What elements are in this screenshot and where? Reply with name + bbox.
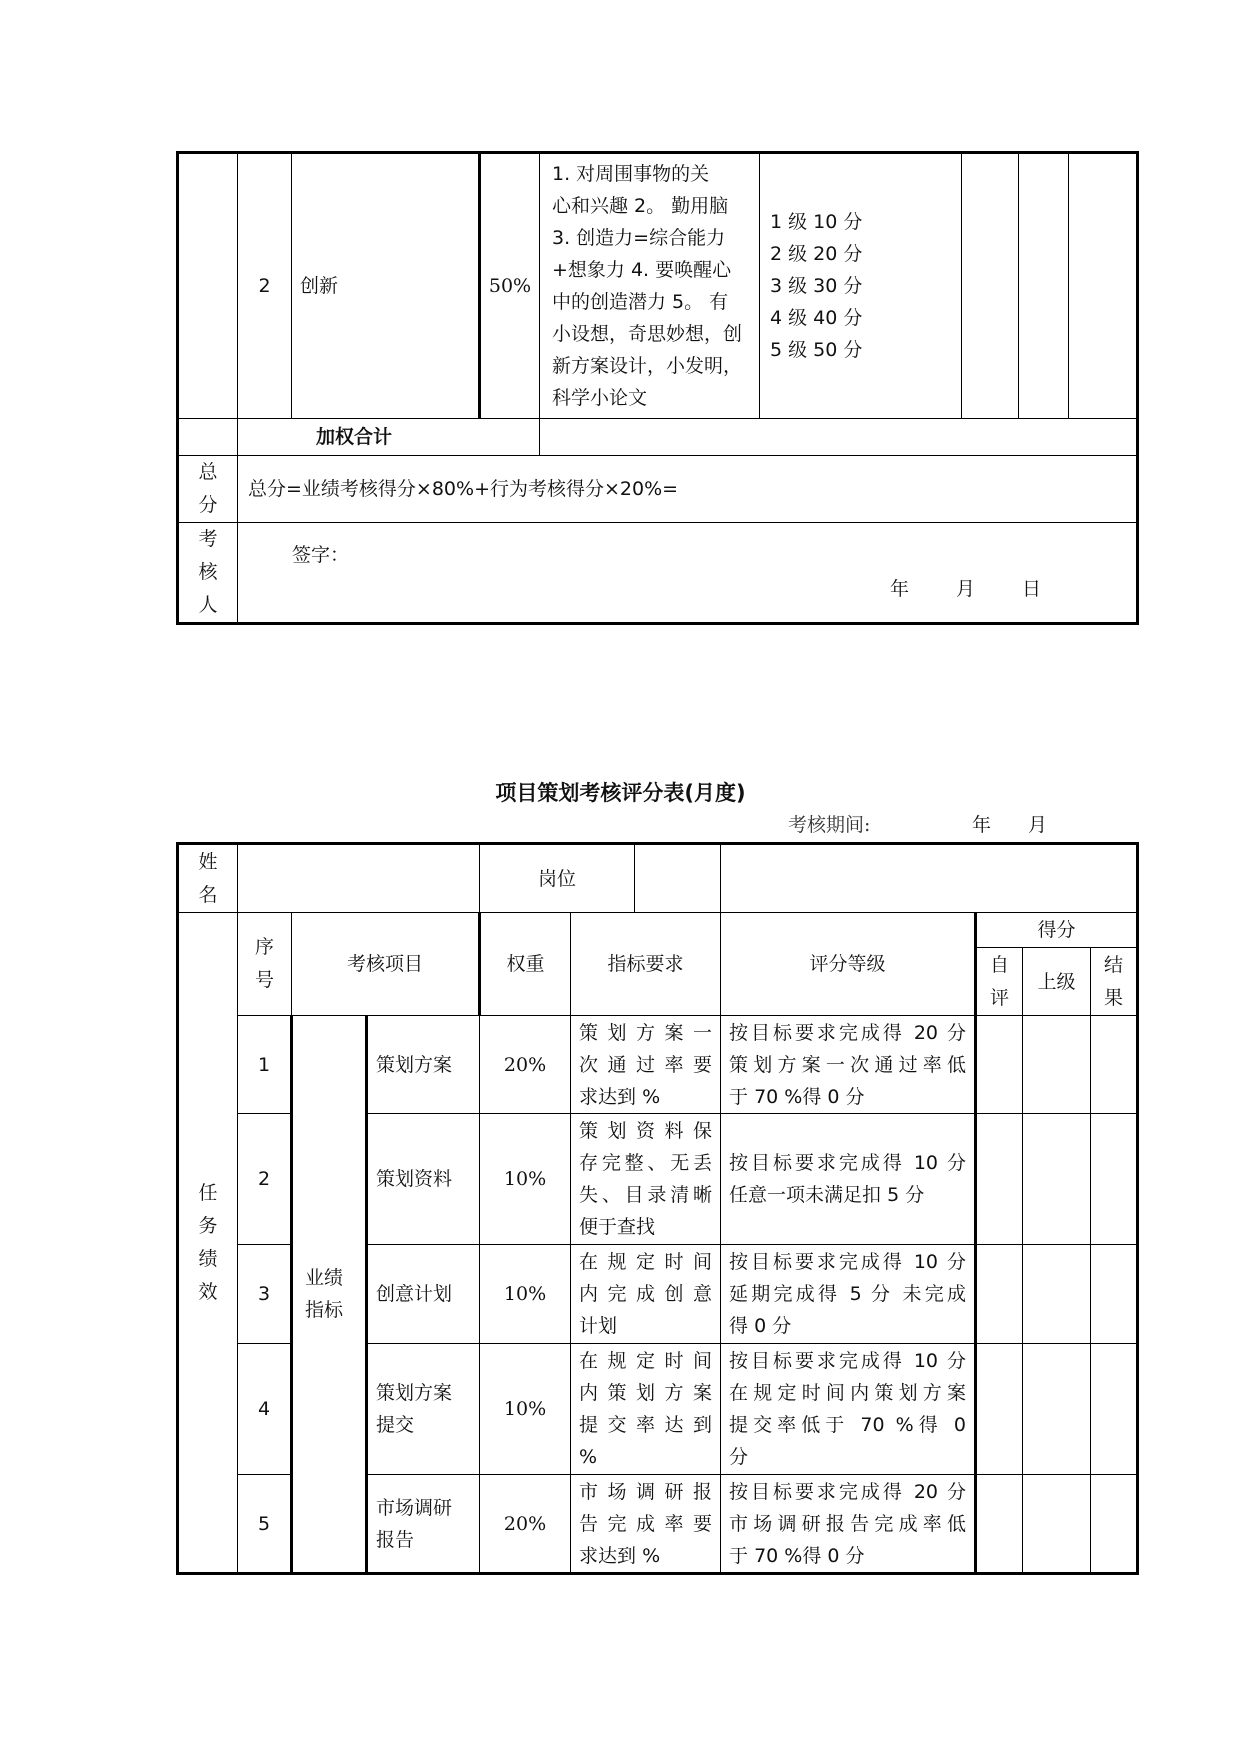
row-seq: 2	[238, 1114, 292, 1245]
row-grade: 按目标要求完成得 10 分 延期完成得 5 分 未完成 得 0 分	[721, 1245, 976, 1344]
header-superior: 上级	[1023, 948, 1091, 1016]
row-weight: 20%	[480, 1475, 571, 1574]
score-self-cell[interactable]	[976, 1475, 1023, 1574]
score-result-cell	[1069, 153, 1138, 419]
row-seq: 2	[238, 153, 292, 419]
score-result-cell[interactable]	[1091, 1245, 1138, 1344]
weighted-total-label: 加权合计	[238, 419, 540, 456]
row-requirement: 策划资料保 存完整、无丢 失、目录清晰 便于查找	[571, 1114, 721, 1245]
category-cell: 业绩 指标	[292, 1016, 367, 1574]
row-requirement: 1. 对周围事物的关 心和兴趣 2。 勤用脑 3. 创造力=综合能力 +想象力 4. 要唤醒心 中的创造潜力 5。 有 小设想，奇思妙想，创 新方案设计，小发明， 科学小论文	[540, 153, 760, 419]
row-grade: 按目标要求完成得 20 分 策划方案一次通过率低 于 70 %得 0 分	[721, 1016, 976, 1114]
score-self-cell[interactable]	[976, 1245, 1023, 1344]
row-grade: 1 级 10 分 2 级 20 分 3 级 30 分 4 级 40 分 5 级 50 分	[760, 153, 962, 419]
header-score: 得分	[976, 913, 1138, 948]
row-weight: 10%	[480, 1114, 571, 1245]
name-label: 姓 名	[178, 844, 238, 913]
score-superior-cell[interactable]	[1023, 1344, 1091, 1475]
row-requirement: 在规定时间 内完成创意 计划	[571, 1245, 721, 1344]
header-result: 结 果	[1091, 948, 1138, 1016]
row-weight: 20%	[480, 1016, 571, 1114]
row-weight: 10%	[480, 1245, 571, 1344]
header-self: 自 评	[976, 948, 1023, 1016]
header-item: 考核项目	[292, 913, 480, 1016]
score-superior-cell	[1019, 153, 1069, 419]
score-self-cell[interactable]	[976, 1344, 1023, 1475]
score-result-cell[interactable]	[1091, 1114, 1138, 1245]
score-self-cell	[962, 153, 1019, 419]
score-self-cell[interactable]	[976, 1114, 1023, 1245]
blank-section-cell	[178, 153, 238, 419]
row-grade: 按目标要求完成得 10 分 任意一项未满足扣 5 分	[721, 1114, 976, 1245]
row-requirement: 在规定时间 内策划方案 提交率达到 %	[571, 1344, 721, 1475]
row-seq: 5	[238, 1475, 292, 1574]
blank-section-cell	[178, 419, 238, 456]
row-requirement: 策划方案一 次通过率要 求达到 %	[571, 1016, 721, 1114]
row-item: 策划方案 提交	[367, 1344, 480, 1475]
top-table	[176, 151, 1139, 625]
row-item: 市场调研 报告	[367, 1475, 480, 1574]
position-label-cell	[480, 844, 721, 913]
score-superior-cell[interactable]	[1023, 1245, 1091, 1344]
form-title: 项目策划考核评分表(月度)	[495, 781, 746, 805]
row-grade: 按目标要求完成得 20 分 市场调研报告完成率低 于 70 %得 0 分	[721, 1475, 976, 1574]
assessor-label: 考 核 人	[178, 523, 238, 624]
row-item: 创意计划	[367, 1245, 480, 1344]
table-row	[178, 1016, 1138, 1114]
score-self-cell[interactable]	[976, 1016, 1023, 1114]
row-seq: 1	[238, 1016, 292, 1114]
row-seq: 3	[238, 1245, 292, 1344]
score-superior-cell[interactable]	[1023, 1114, 1091, 1245]
header-grade: 评分等级	[721, 913, 976, 1016]
header-weight: 权重	[480, 913, 571, 1016]
score-superior-cell[interactable]	[1023, 1016, 1091, 1114]
row-weight: 50%	[480, 153, 540, 419]
weighted-total-value	[540, 419, 1138, 456]
header-seq: 序 号	[238, 913, 292, 1016]
row-item: 策划资料	[367, 1114, 480, 1245]
period-year: 年	[972, 814, 992, 836]
period-label: 考核期间:	[788, 814, 871, 836]
period-month: 月	[1028, 814, 1048, 836]
score-result-cell[interactable]	[1091, 1344, 1138, 1475]
score-table	[176, 842, 1139, 1575]
assessor-signature-cell	[238, 523, 1138, 624]
row-grade: 按目标要求完成得 10 分 在规定时间内策划方案 提交率低于 70 %得 0 分	[721, 1344, 976, 1475]
row-requirement: 市场调研报 告完成率要 求达到 %	[571, 1475, 721, 1574]
signature-label: 签字：	[292, 544, 350, 566]
row-item: 策划方案	[367, 1016, 480, 1114]
section-label: 任 务 绩 效	[178, 913, 238, 1574]
total-formula: 总分=业绩考核得分×80%+行为考核得分×20%=	[238, 456, 1138, 523]
row-weight: 10%	[480, 1344, 571, 1475]
name-field[interactable]	[238, 844, 480, 913]
row-seq: 4	[238, 1344, 292, 1475]
position-label: 岗位	[480, 845, 635, 912]
total-label: 总 分	[178, 456, 238, 523]
position-field[interactable]	[721, 844, 1138, 913]
row-item: 创新	[292, 153, 480, 419]
score-superior-cell[interactable]	[1023, 1475, 1091, 1574]
score-result-cell[interactable]	[1091, 1016, 1138, 1114]
date-year: 年	[890, 578, 910, 600]
date-month: 月	[956, 578, 976, 600]
score-result-cell[interactable]	[1091, 1475, 1138, 1574]
date-day: 日	[1022, 578, 1042, 600]
header-requirement: 指标要求	[571, 913, 721, 1016]
